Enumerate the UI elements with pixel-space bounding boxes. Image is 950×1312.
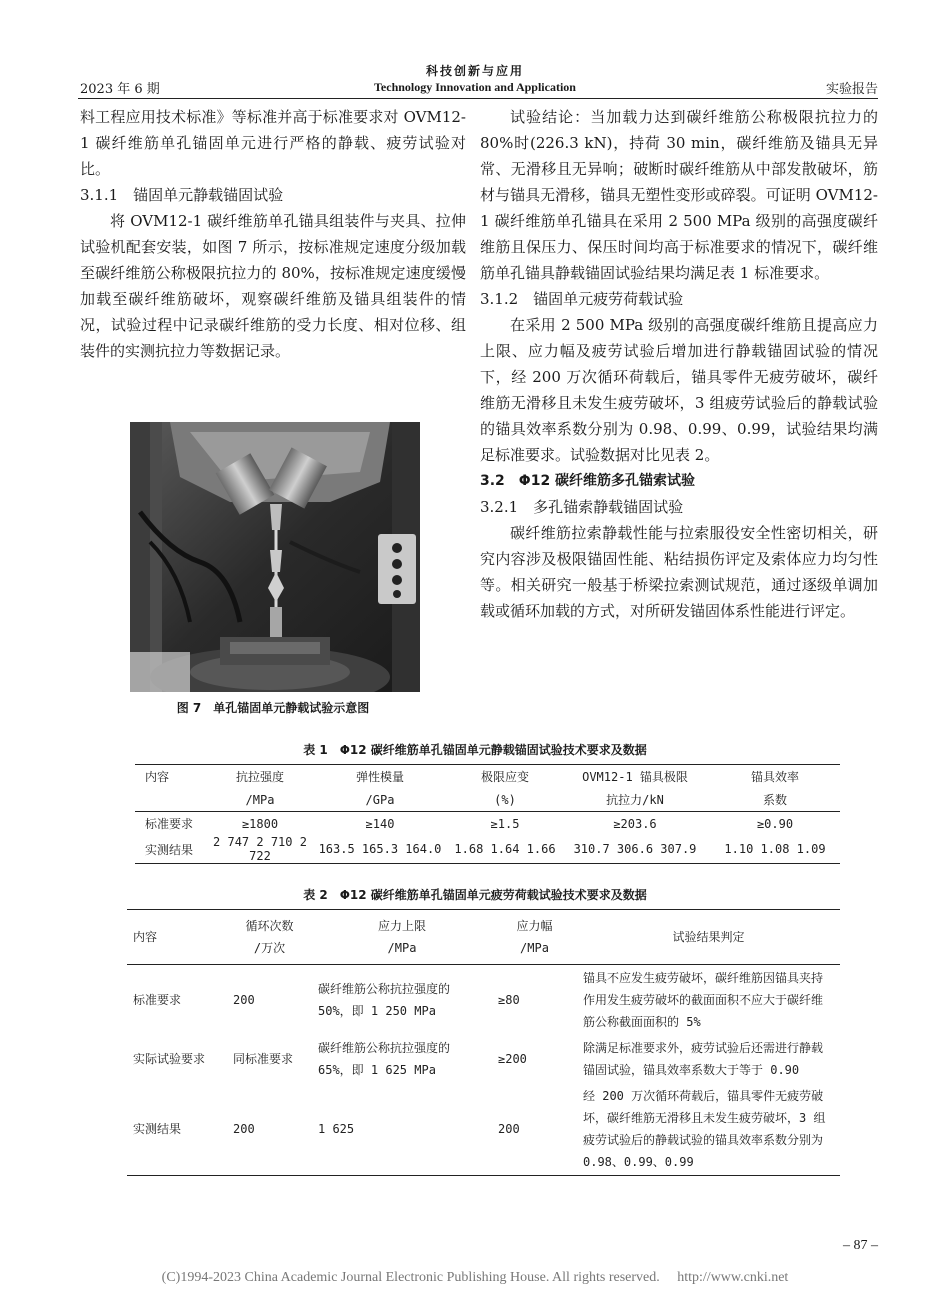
table-2-cell: 200	[233, 1122, 255, 1136]
table-2-cell: 标准要求	[133, 993, 182, 1007]
left-column	[80, 104, 466, 364]
section-heading-3-2: 3.2 Φ12 碳纤维筋多孔锚索试验	[480, 473, 696, 489]
right-paragraph-3: 碳纤维筋拉索静载性能与拉索服役安全性密切相关，研究内容涉及极限锚固性能、粘结损伤评定及索体应力均匀性等。相关研究一般基于桥梁拉索测试规范，通过逐级单调加载或循环加载的方式，对所研发锚固体系性能进行评定。	[480, 524, 878, 620]
left-paragraph-2: 将 OVM12-1 碳纤维筋单孔锚具组装件与夹具、拉伸试验机配套安装，如图 7 所示，按标准规定速度分级加载至碳纤维筋公称极限抗拉力的 80%，按标准规定速度缓慢加载至碳纤维筋破坏，观察碳纤维筋及锚具组装件的情况，试验过程中记录碳纤维筋的受力长度、相对位移、组装件的实测抗拉力等数据记录。	[80, 212, 466, 360]
table-1-header-cell: 弹性模量	[355, 770, 404, 784]
table-1-cell: ≥203.6	[613, 816, 657, 831]
table-2-header-cell: 内容	[127, 910, 227, 965]
table-1-header-cell: /MPa	[210, 788, 310, 812]
table-2-caption: 表 2 Φ12 碳纤维筋单孔锚固单元疲劳荷载试验技术要求及数据	[303, 888, 647, 902]
table-2-header-cell: 应力上限 /MPa	[312, 910, 492, 965]
table-1-header-cell	[135, 788, 210, 812]
table-2-cell: ≥200	[498, 1052, 527, 1066]
table-1-caption: 表 1 Φ12 碳纤维筋单孔锚固单元静载锚固试验技术要求及数据	[303, 743, 647, 757]
section-heading-3-1-2: 3.1.2 锚固单元疲劳荷载试验	[480, 290, 684, 308]
left-paragraph-1: 料工程应用技术标准》等标准并高于标准要求对 OVM12-1 碳纤维筋单孔锚固单元进行严格的静载、疲劳试验对比。	[80, 108, 466, 178]
table-1-cell: ≥1.5	[490, 816, 520, 831]
right-paragraph-2: 在采用 2 500 MPa 级别的高强度碳纤维筋且提高应力上限、应力幅及疲劳试验后增加进行静载锚固试验的情况下，经 200 万次循环荷载后，锚具零件无疲劳破坏，碳纤维筋无滑移且未发生疲劳破坏，3 组疲劳试验后的静载试验的锚具效率系数分别为 0.98、0.99、0.99，试验结果均满足标准要求。试验数据对比见表 2。	[480, 316, 878, 464]
issue-date: 2023 年 6 期	[80, 82, 160, 97]
copyright-footer: (C)1994-2023 China Academic Journal Electronic Publishing House. All rights reserved. http://www.cnki.net	[161, 1270, 789, 1285]
table-1-cell: ≥0.90	[756, 816, 794, 831]
table-row	[127, 1035, 840, 1083]
table-1-header-cell: 内容	[145, 770, 170, 784]
section-heading-3-2-1: 3.2.1 多孔锚索静载锚固试验	[480, 498, 684, 516]
right-column	[480, 104, 878, 624]
table-1-cell: 1.68 1.64 1.66	[454, 842, 556, 856]
table-1-cell: 实测结果	[145, 842, 194, 857]
table-1-cell: ≥140	[365, 816, 395, 831]
table-2-cell: ≥80	[498, 993, 520, 1007]
table-1-cell: 标准要求	[145, 817, 194, 831]
table-2-cell: 碳纤维筋公称抗拉强度的 50%，即 1 250 MPa	[318, 982, 451, 1018]
section-label: 实验报告	[825, 82, 878, 97]
table-1-cell: 163.5 165.3 164.0	[318, 842, 442, 856]
table-2-cell: 经 200 万次循环荷载后，锚具零件无疲劳破坏，碳纤维筋无滑移且未发生疲劳破坏，3 组疲劳试验后的静载试验的锚具效率系数分别为 0.98、0.99、0.99	[583, 1089, 826, 1169]
table-1-header-cell: 抗拉强度	[235, 770, 284, 784]
figure-7-photo	[130, 422, 420, 692]
right-paragraph-1: 试验结论：当加载力达到碳纤维筋公称极限抗拉力的 80%时(226.3 kN)，持荷 30 min，碳纤维筋及锚具无异常、无滑移且无异响；破断时碳纤维筋从中部发散破坏，筋材与锚具无滑移，锚具无塑性变形或碎裂。可证明 OVM12-1 碳纤维筋单孔锚具在采用 2 500 MPa 级别的高强度碳纤维筋且保压力、保压时间均高于标准要求的情况下，碳纤维筋单孔锚具静载锚固试验结果均满足表 1 标准要求。	[480, 108, 878, 282]
table-2-cell: 200	[498, 1122, 520, 1136]
table-1-cell: ≥1800	[241, 816, 279, 831]
journal-title-cn: 科技创新与应用	[425, 64, 524, 78]
table-1-cell: 1.10 1.08 1.09	[724, 842, 826, 856]
table-2-cell: 1 625	[318, 1122, 355, 1136]
table-1-header-cell: /GPa	[310, 788, 450, 812]
section-heading-3-1-1: 3.1.1 锚固单元静载锚固试验	[80, 186, 284, 204]
page-number: – 87 –	[843, 1238, 878, 1253]
table-row	[127, 1083, 840, 1176]
table-2-header-cell: 应力幅 /MPa	[492, 910, 577, 965]
journal-title-en: Technology Innovation and Application	[374, 80, 576, 94]
table-1	[135, 764, 840, 864]
table-2-header-row	[127, 910, 840, 965]
table-row	[135, 835, 840, 864]
table-1-header-row-2	[135, 788, 840, 812]
table-2-header-cell: 试验结果判定	[577, 910, 840, 965]
test-rig-illustration	[130, 422, 420, 692]
table-1-cell: 310.7 306.6 307.9	[573, 842, 697, 856]
table-2-cell: 同标准要求	[233, 1052, 294, 1066]
table-2	[127, 909, 840, 1176]
table-1-header-cell: 系数	[710, 788, 840, 812]
table-2-cell: 实测结果	[133, 1122, 182, 1136]
table-row	[127, 965, 840, 1036]
table-1-header-cell: 锚具效率	[750, 770, 799, 784]
table-2-cell: 200	[233, 993, 255, 1007]
table-1-header-cell: 抗拉力/kN	[560, 788, 710, 812]
figure-7-caption: 图 7 单孔锚固单元静载试验示意图	[176, 701, 370, 715]
table-1-header-cell: 极限应变	[480, 770, 529, 784]
table-2-header-cell: 循环次数 /万次	[227, 910, 312, 965]
table-1-header-cell: (%)	[450, 788, 560, 812]
table-1-header-row	[135, 765, 840, 789]
table-row	[135, 812, 840, 836]
table-2-cell: 除满足标准要求外，疲劳试验后还需进行静载锚固试验，锚具效率系数大于等于 0.90	[583, 1041, 824, 1077]
table-2-cell: 实际试验要求	[133, 1052, 206, 1066]
table-2-cell: 碳纤维筋公称抗拉强度的 65%，即 1 625 MPa	[318, 1041, 451, 1077]
table-1-cell: 2 747 2 710 2 722	[213, 835, 307, 863]
table-2-cell: 锚具不应发生疲劳破坏，碳纤维筋因锚具夹持作用发生疲劳破坏的截面面积不应大于碳纤维筋公称截面面积的 5%	[583, 971, 824, 1029]
header-rule	[78, 98, 878, 99]
table-1-header-cell: OVM12-1 锚具极限	[582, 770, 688, 784]
